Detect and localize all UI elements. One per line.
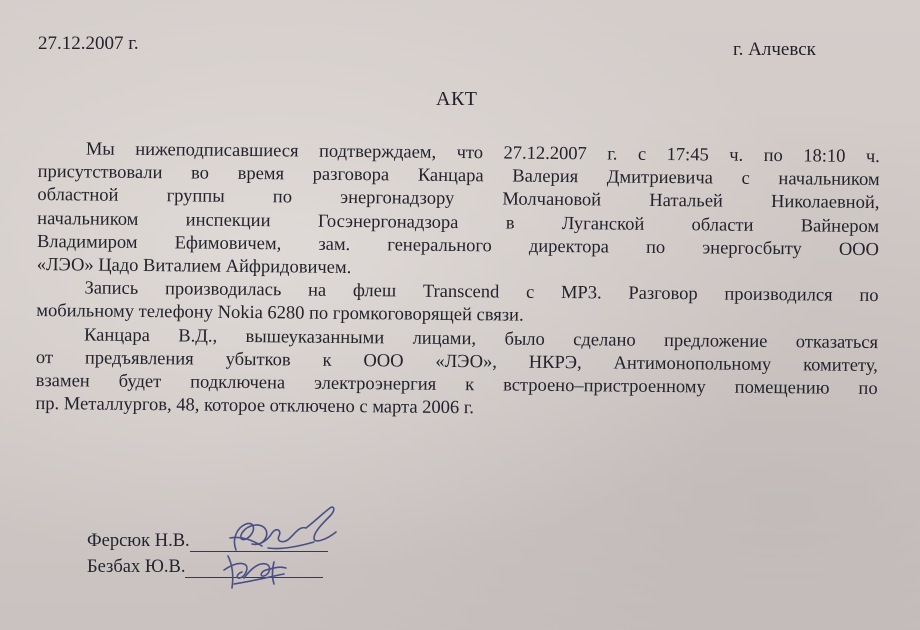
body-line: «ЛЭО» Цадо Виталием Айфридовичем. <box>36 254 352 278</box>
body-line: от предъявления убытков к ООО «ЛЭО», НКРЭ, Антимонопольному комитету, <box>35 347 878 376</box>
body-line: Владимиром Ефимовичем, зам. генерального директора по энергосбыту ООО <box>36 231 880 260</box>
document-date: 27.12.2007 г. <box>38 33 139 54</box>
body-line: пр. Металлургов, 48, которое отключено с марта 2006 г. <box>35 394 475 419</box>
body-line: Канцара В.Д., вышеуказанными лицами, было сделано предложение отказаться <box>84 324 879 353</box>
body-line: Запись производилась на флеш Transcend с MP3. Разговор производился по <box>84 278 879 307</box>
body-line: областной группы по энергонадзору Молчановой Натальей Николаевной, <box>37 185 880 214</box>
body-line: Мы нижеподписавшиеся подтверждаем, что 27.12.2007 г. с 17:45 ч. по 18:10 ч. <box>85 139 880 168</box>
document-title: АКТ <box>436 88 478 110</box>
signer-name-1: Ферсюк Н.В. <box>87 531 190 551</box>
body-line: начальником инспекции Госэнергонадзора в Луганской области Вайнером <box>37 208 880 237</box>
body-line: мобильному телефону Nokia 6280 по громкоговорящей связи. <box>36 301 524 326</box>
document-city: г. Алчевск <box>733 39 816 60</box>
signer-name-2: Безбах Ю.В. <box>87 557 186 577</box>
body-line: взамен будет подключена электроэнергия к встроено–пристроенному помещению по <box>35 370 878 399</box>
document-body <box>35 138 880 424</box>
handwritten-signature-2 <box>214 548 304 596</box>
body-line: присутствовали во время разговора Канцара Валерия Дмитриевича с начальником <box>37 162 880 191</box>
